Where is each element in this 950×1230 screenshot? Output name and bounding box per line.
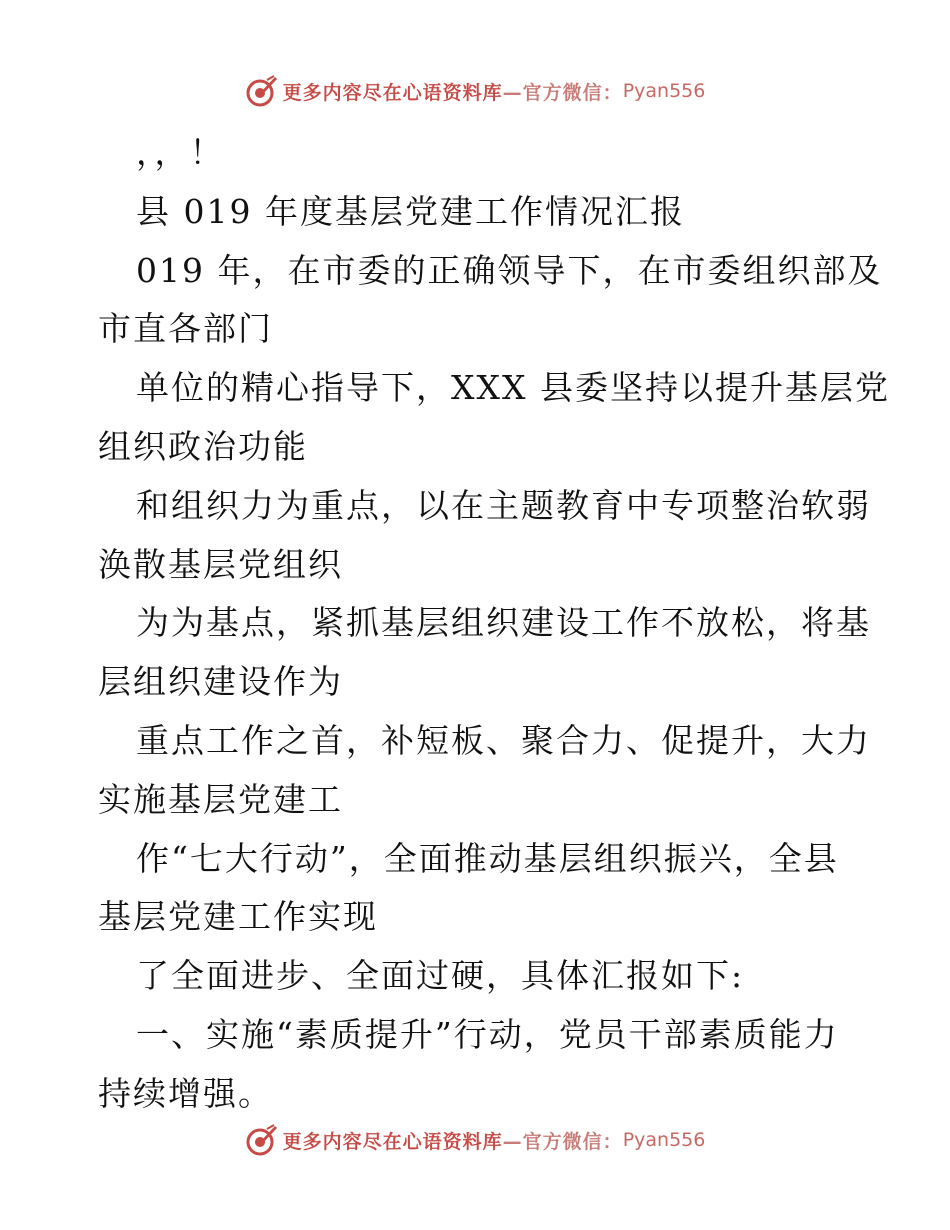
quill-ring-logo-icon [245, 74, 279, 108]
text-line: 层组织建设作为 [98, 662, 343, 702]
text-line: 涣散基层党组织 [98, 544, 343, 584]
text-line: ，，！ [136, 133, 225, 172]
text-line: 基层党建工作实现 [98, 897, 378, 937]
quill-ring-logo-icon [245, 1123, 279, 1157]
text-line: 一、实施“素质提升”行动，党员干部素质能力 [136, 1014, 839, 1054]
text-line: 和组织力为重点，以在主题教育中专项整治软弱 [136, 485, 871, 525]
watermark-main-text: 更多内容尽在心语资料库 [282, 81, 503, 104]
header-watermark [0, 71, 950, 111]
text-line: 019 年，在市委的正确领导下，在市委组织部及 [136, 250, 883, 290]
footer-watermark [0, 1120, 950, 1160]
watermark-main-text: 更多内容尽在心语资料库 [282, 1130, 503, 1153]
text-line: 县 019 年度基层党建工作情况汇报 [136, 191, 685, 231]
text-line: 为为基点，紧抓基层组织建设工作不放松，将基 [136, 603, 871, 643]
document-body [98, 124, 890, 1124]
watermark-sub-text: —官方微信： [502, 81, 623, 104]
text-line: 市直各部门 [98, 309, 273, 349]
watermark-wechat-id: Pyan556 [622, 1129, 706, 1151]
watermark-sub-text: —官方微信： [502, 1130, 623, 1153]
text-line: 了全面进步、全面过硬，具体汇报如下: [136, 956, 745, 996]
text-line: 持续增强。 [98, 1073, 273, 1113]
text-line: 单位的精心指导下，XXX 县委坚持以提升基层党 [136, 368, 890, 408]
text-line: 实施基层党建工 [98, 779, 343, 819]
text-line: 组织政治功能 [98, 426, 308, 466]
text-line: 作“七大行动”，全面推动基层组织振兴，全县 [136, 838, 839, 878]
text-line: 重点工作之首，补短板、聚合力、促提升，大力 [136, 720, 871, 760]
watermark-wechat-id: Pyan556 [622, 80, 706, 102]
